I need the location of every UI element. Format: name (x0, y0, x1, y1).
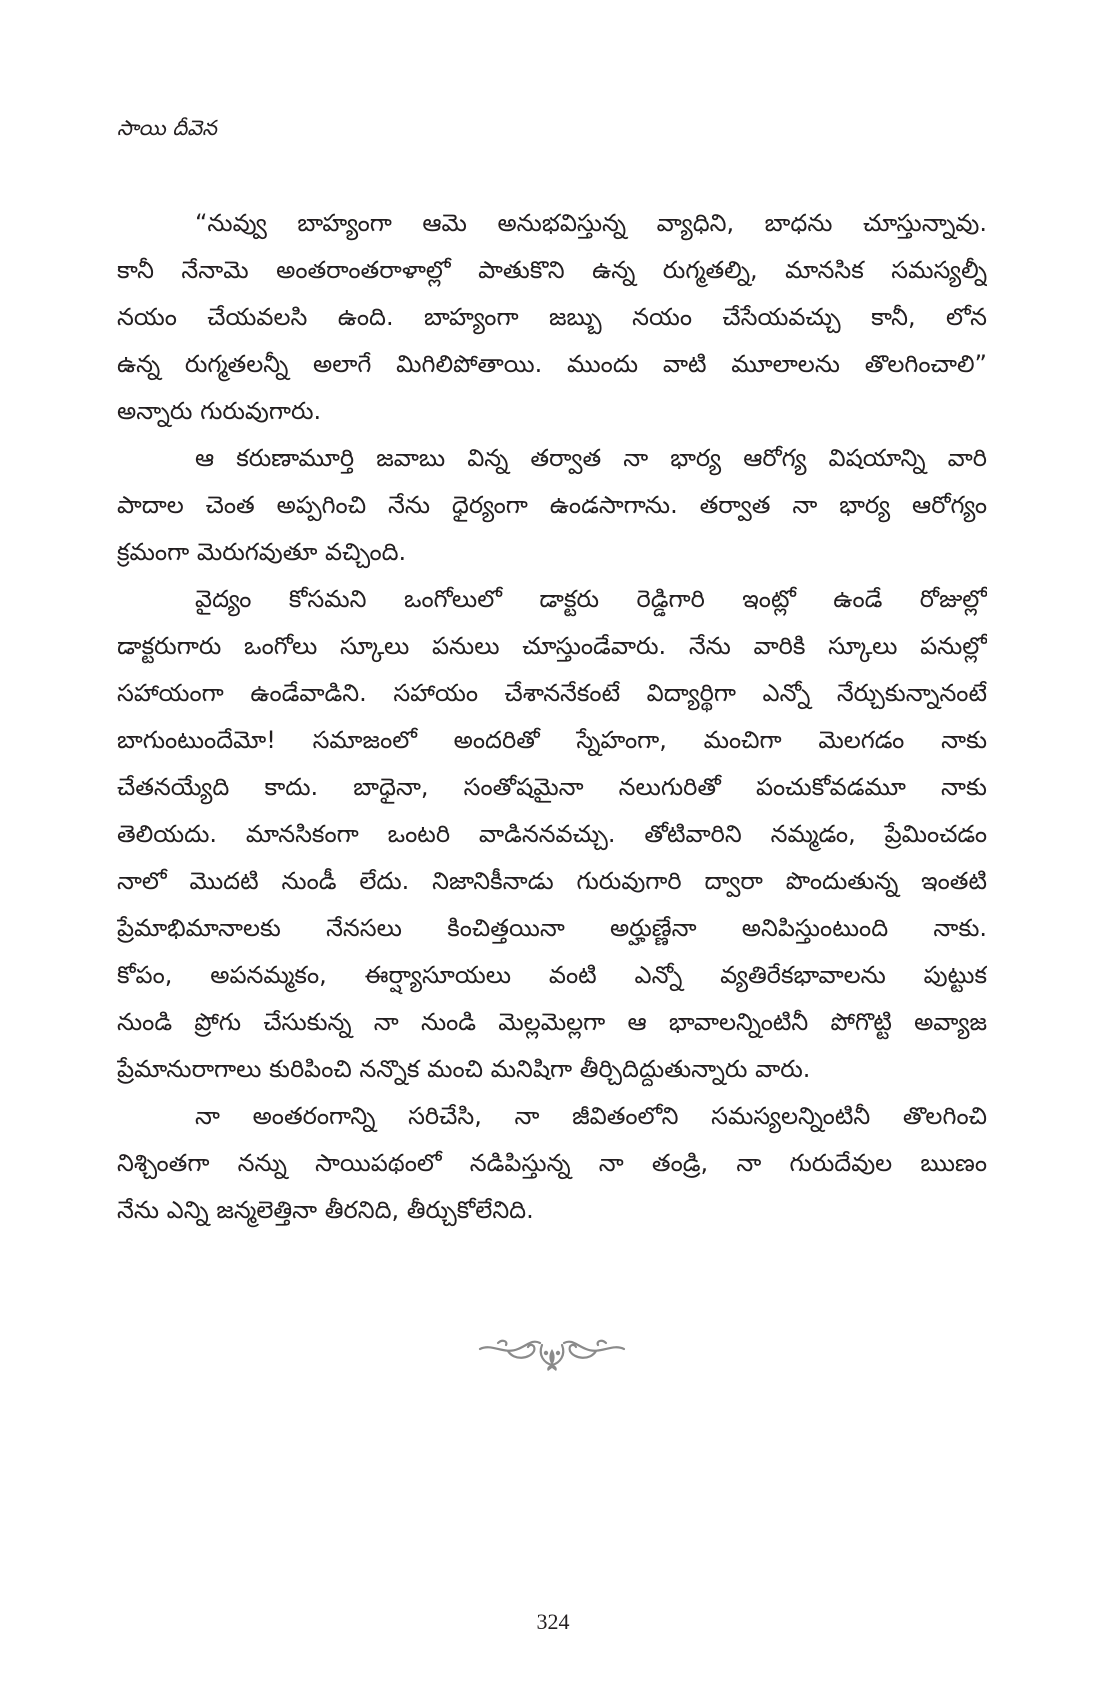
text-line: నయం చేయవలసి ఉంది. బాహ్యంగా జబ్బు నయం చేసేయవచ్చు కానీ, లోన (117, 303, 987, 331)
paragraph (117, 435, 987, 576)
text-line: సహాయంగా ఉండేవాడిని. సహాయం చేశాననేకంటే విద్యార్థిగా ఎన్నో నేర్చుకున్నానంటే (117, 679, 987, 707)
text-line: ప్రేమాభిమానాలకు నేనసలు కించిత్తయినా అర్హుణ్ణేనా అనిపిస్తుంటుంది నాకు. (117, 914, 987, 942)
text-line: తెలియదు. మానసికంగా ఒంటరి వాడిననవచ్చు. తోటివారిని నమ్మడం, ప్రేమించడం (117, 820, 987, 848)
text-line: నిశ్చింతగా నన్ను సాయిపథంలో నడిపిస్తున్న నా తండ్రి, నా గురుదేవుల ఋణం (117, 1149, 987, 1177)
page-number: 324 (536, 1609, 570, 1634)
paragraph (117, 1093, 987, 1234)
text-line: ఉన్న రుగ్మతలన్నీ అలాగే మిగిలిపోతాయి. ముందు వాటి మూలాలను తొలగించాలి” (117, 350, 987, 378)
text-line: బాగుంటుందేమో! సమాజంలో అందరితో స్నేహంగా, మంచిగా మెలగడం నాకు (117, 726, 987, 754)
text-line: నాలో మొదటి నుండీ లేదు. నిజానికీనాడు గురువుగారి ద్వారా పొందుతున్న ఇంతటి (117, 867, 987, 895)
text-line: క్రమంగా మెరుగవుతూ వచ్చింది. (117, 538, 407, 566)
floral-flourish-icon (478, 1335, 626, 1373)
text-line: కానీ నేనామె అంతరాంతరాళాల్లో పాతుకొని ఉన్న రుగ్మతల్ని, మానసిక సమస్యల్నీ (117, 256, 987, 284)
text-line: నుండి ప్రోగు చేసుకున్న నా నుండి మెల్లమెల్లగా ఆ భావాలన్నింటినీ పోగొట్టి అవ్యాజ (117, 1008, 987, 1036)
text-line: చేతనయ్యేది కాదు. బాధైనా, సంతోషమైనా నలుగురితో పంచుకోవడమూ నాకు (117, 773, 987, 801)
text-line: డాక్టరుగారు ఒంగోలు స్కూలు పనులు చూస్తుండేవారు. నేను వారికి స్కూలు పనుల్లో (117, 632, 987, 660)
text-line: నా అంతరంగాన్ని సరిచేసి, నా జీవితంలోని సమస్యలన్నింటినీ తొలగించి (195, 1102, 987, 1130)
text-line: పాదాల చెంత అప్పగించి నేను ధైర్యంగా ఉండసాగాను. తర్వాత నా భార్య ఆరోగ్యం (117, 491, 987, 519)
running-head: సాయి దీవెన (117, 116, 217, 140)
text-line: అన్నారు గురువుగారు. (117, 397, 322, 425)
text-line: వైద్యం కోసమని ఒంగోలులో డాక్టరు రెడ్డిగారి ఇంట్లో ఉండే రోజుల్లో (195, 585, 987, 613)
paragraph (117, 576, 987, 1093)
text-line: కోపం, అపనమ్మకం, ఈర్ష్యాసూయలు వంటి ఎన్నో వ్యతిరేకభావాలను పుట్టుక (117, 961, 987, 989)
text-line: “నువ్వు బాహ్యంగా ఆమె అనుభవిస్తున్న వ్యాధిని, బాధను చూస్తున్నావు. (195, 209, 987, 237)
body-text (117, 200, 987, 1234)
text-line: నేను ఎన్ని జన్మలెత్తినా తీరనిది, తీర్చుకోలేనిది. (117, 1196, 534, 1224)
text-line: ప్రేమానురాగాలు కురిపించి నన్నొక మంచి మనిషిగా తీర్చిదిద్దుతున్నారు వారు. (117, 1055, 811, 1083)
paragraph (117, 200, 987, 435)
text-line: ఆ కరుణామూర్తి జవాబు విన్న తర్వాత నా భార్య ఆరోగ్య విషయాన్ని వారి (195, 444, 987, 472)
